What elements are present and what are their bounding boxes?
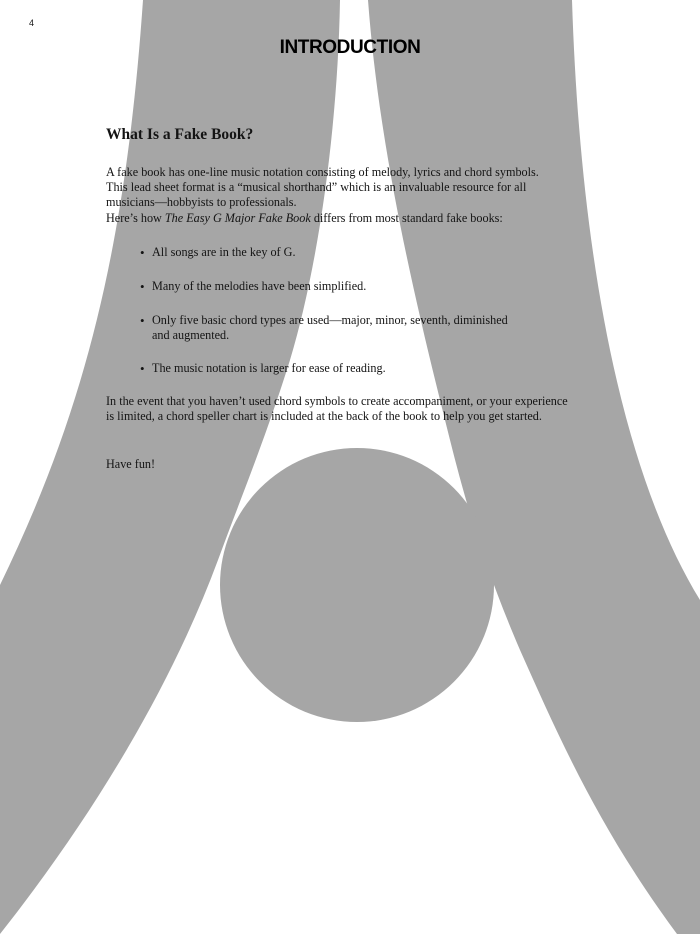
- list-item: • The music notation is larger for ease of reading.: [140, 361, 520, 376]
- differs-paragraph: [106, 211, 596, 226]
- closing-paragraph: In the event that you haven’t used chord symbols to create accompaniment, or your experience is limited, a chord speller chart is included at the back of the book to help you get started.: [106, 394, 568, 423]
- page-number: 4: [29, 18, 35, 28]
- intro-line-3: musicians—hobbyists to professionals.: [106, 195, 297, 209]
- page-title: INTRODUCTION: [279, 37, 421, 58]
- section-heading: What Is a Fake Book?: [106, 126, 254, 143]
- list-item: • All songs are in the key of G.: [140, 245, 520, 260]
- signoff: Have fun!: [106, 457, 156, 471]
- differs-suffix: differs from most standard fake books:: [310, 211, 503, 225]
- intro-line-2: This lead sheet format is a “musical shorthand” which is an invaluable resource for all: [106, 180, 527, 194]
- intro-paragraph: [106, 165, 596, 210]
- intro-line-1: A fake book has one-line music notation consisting of melody, lyrics and chord symbols.: [106, 165, 539, 179]
- list-item: • Only five basic chord types are used—major, minor, seventh, diminished and augmented.: [140, 313, 520, 343]
- book-title: The Easy G Major Fake Book: [164, 211, 311, 225]
- feature-list: [140, 245, 520, 376]
- list-item: • Many of the melodies have been simplified.: [140, 279, 520, 294]
- differs-prefix: Here’s how: [106, 211, 165, 225]
